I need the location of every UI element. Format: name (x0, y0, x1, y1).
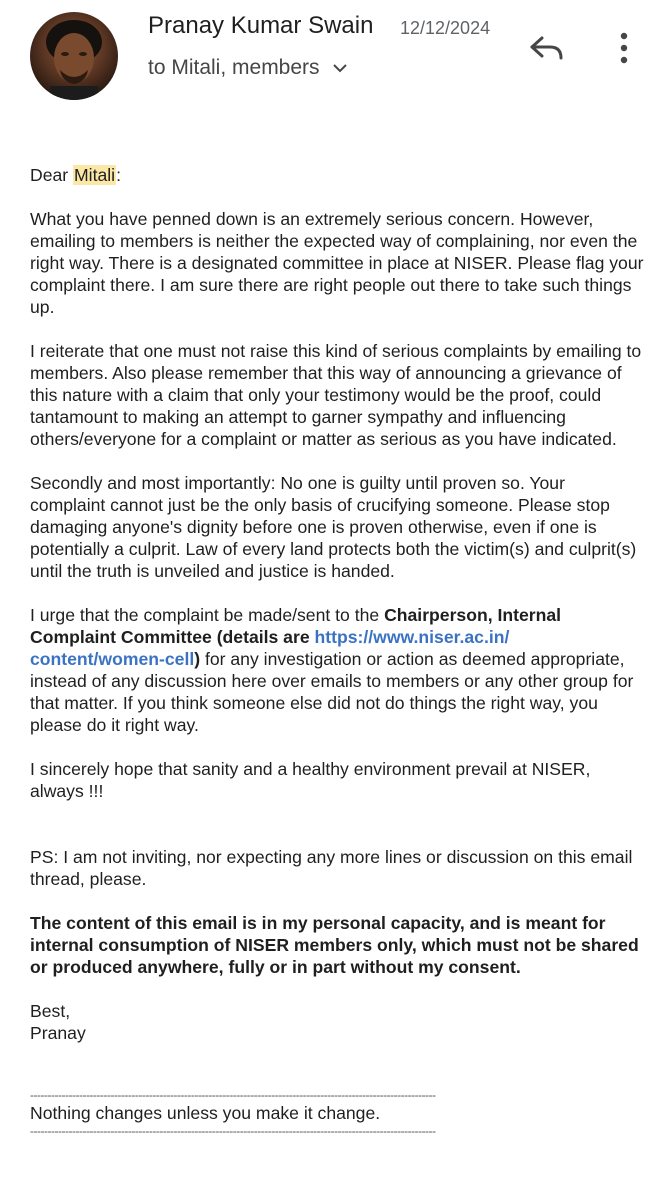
highlighted-name: Mitali (74, 165, 116, 185)
greeting (30, 164, 645, 186)
women-cell-link[interactable]: https://www.niser.ac.in/ content/women-cell (30, 627, 510, 669)
recipients-text: to Mitali, members (148, 56, 320, 79)
signature-divider-top: -------------------------------------------------------------------------------------------------------------------- (30, 1088, 436, 1102)
reply-icon[interactable] (528, 32, 566, 64)
signoff: Best, (30, 1001, 71, 1021)
signature-divider-bottom: -------------------------------------------------------------------------------------------------------------------- (30, 1124, 436, 1138)
paragraph-3: Secondly and most importantly: No one is guilty until proven so. Your complaint cannot just be the only basis of crucifying someone. Please stop damaging anyone's dignity before one is proven otherwise, even if one is potentially a culprit. Law of every land protects both the victim(s) and culprit(s) until the truth is unveiled and justice is handed. (30, 473, 637, 581)
sender-name[interactable]: Pranay Kumar Swain (148, 12, 374, 39)
p4-pre: I urge that the complaint be made/sent to the (30, 605, 385, 625)
signature-name: Pranay (30, 1023, 86, 1043)
ps-note: PS: I am not inviting, nor expecting any more lines or discussion on this email thread, please. (30, 847, 633, 889)
greeting-suffix: : (116, 165, 121, 185)
signature-quote: Nothing changes unless you make it change. (30, 1103, 381, 1123)
p4-post: for any investigation or action as deemed appropriate, instead of any discussion here over emails to members or any other group for that matter. If you think someone else did not do things the right way, you please do it right way. (30, 649, 634, 735)
paragraph-4 (30, 604, 645, 736)
p4-bold: Chairperson, Internal Complaint Committee (details are (30, 605, 562, 647)
email-body (30, 164, 645, 1138)
disclaimer (30, 912, 645, 978)
email-date: 12/12/2024 (400, 18, 491, 38)
chevron-down-icon (330, 58, 350, 78)
sender-avatar[interactable] (30, 12, 118, 100)
paragraph-5: I sincerely hope that sanity and a healthy environment prevail at NISER, always !!! (30, 759, 591, 801)
p4-bold-close: ) (194, 649, 201, 669)
greeting-prefix: Dear (30, 165, 74, 185)
disclaimer-text: The content of this email is in my personal capacity, and is meant for internal consumption of NISER members only, which must not be shared or produced anywhere, fully or in part without my consent. (30, 913, 639, 977)
email-header (0, 0, 665, 120)
avatar-photo (30, 12, 118, 100)
paragraph-2: I reiterate that one must not raise this kind of serious complaints by emailing to members. Also please remember that this way of announcing a grievance of this nature with a claim that only your testimony would be the proof, could tantamount to making an attempt to garner sympathy and influencing others/everyone for a complaint or matter as serious as you have indicated. (30, 341, 642, 449)
paragraph-1: What you have penned down is an extremely serious concern. However, emailing to members is neither the expected way of complaining, nor even the right way. There is a designated committee in place at NISER. Please flag your complaint there. I am sure there are right people out there to take such things up. (30, 209, 644, 317)
more-vert-icon[interactable] (612, 30, 636, 66)
recipients-toggle[interactable] (148, 56, 350, 80)
